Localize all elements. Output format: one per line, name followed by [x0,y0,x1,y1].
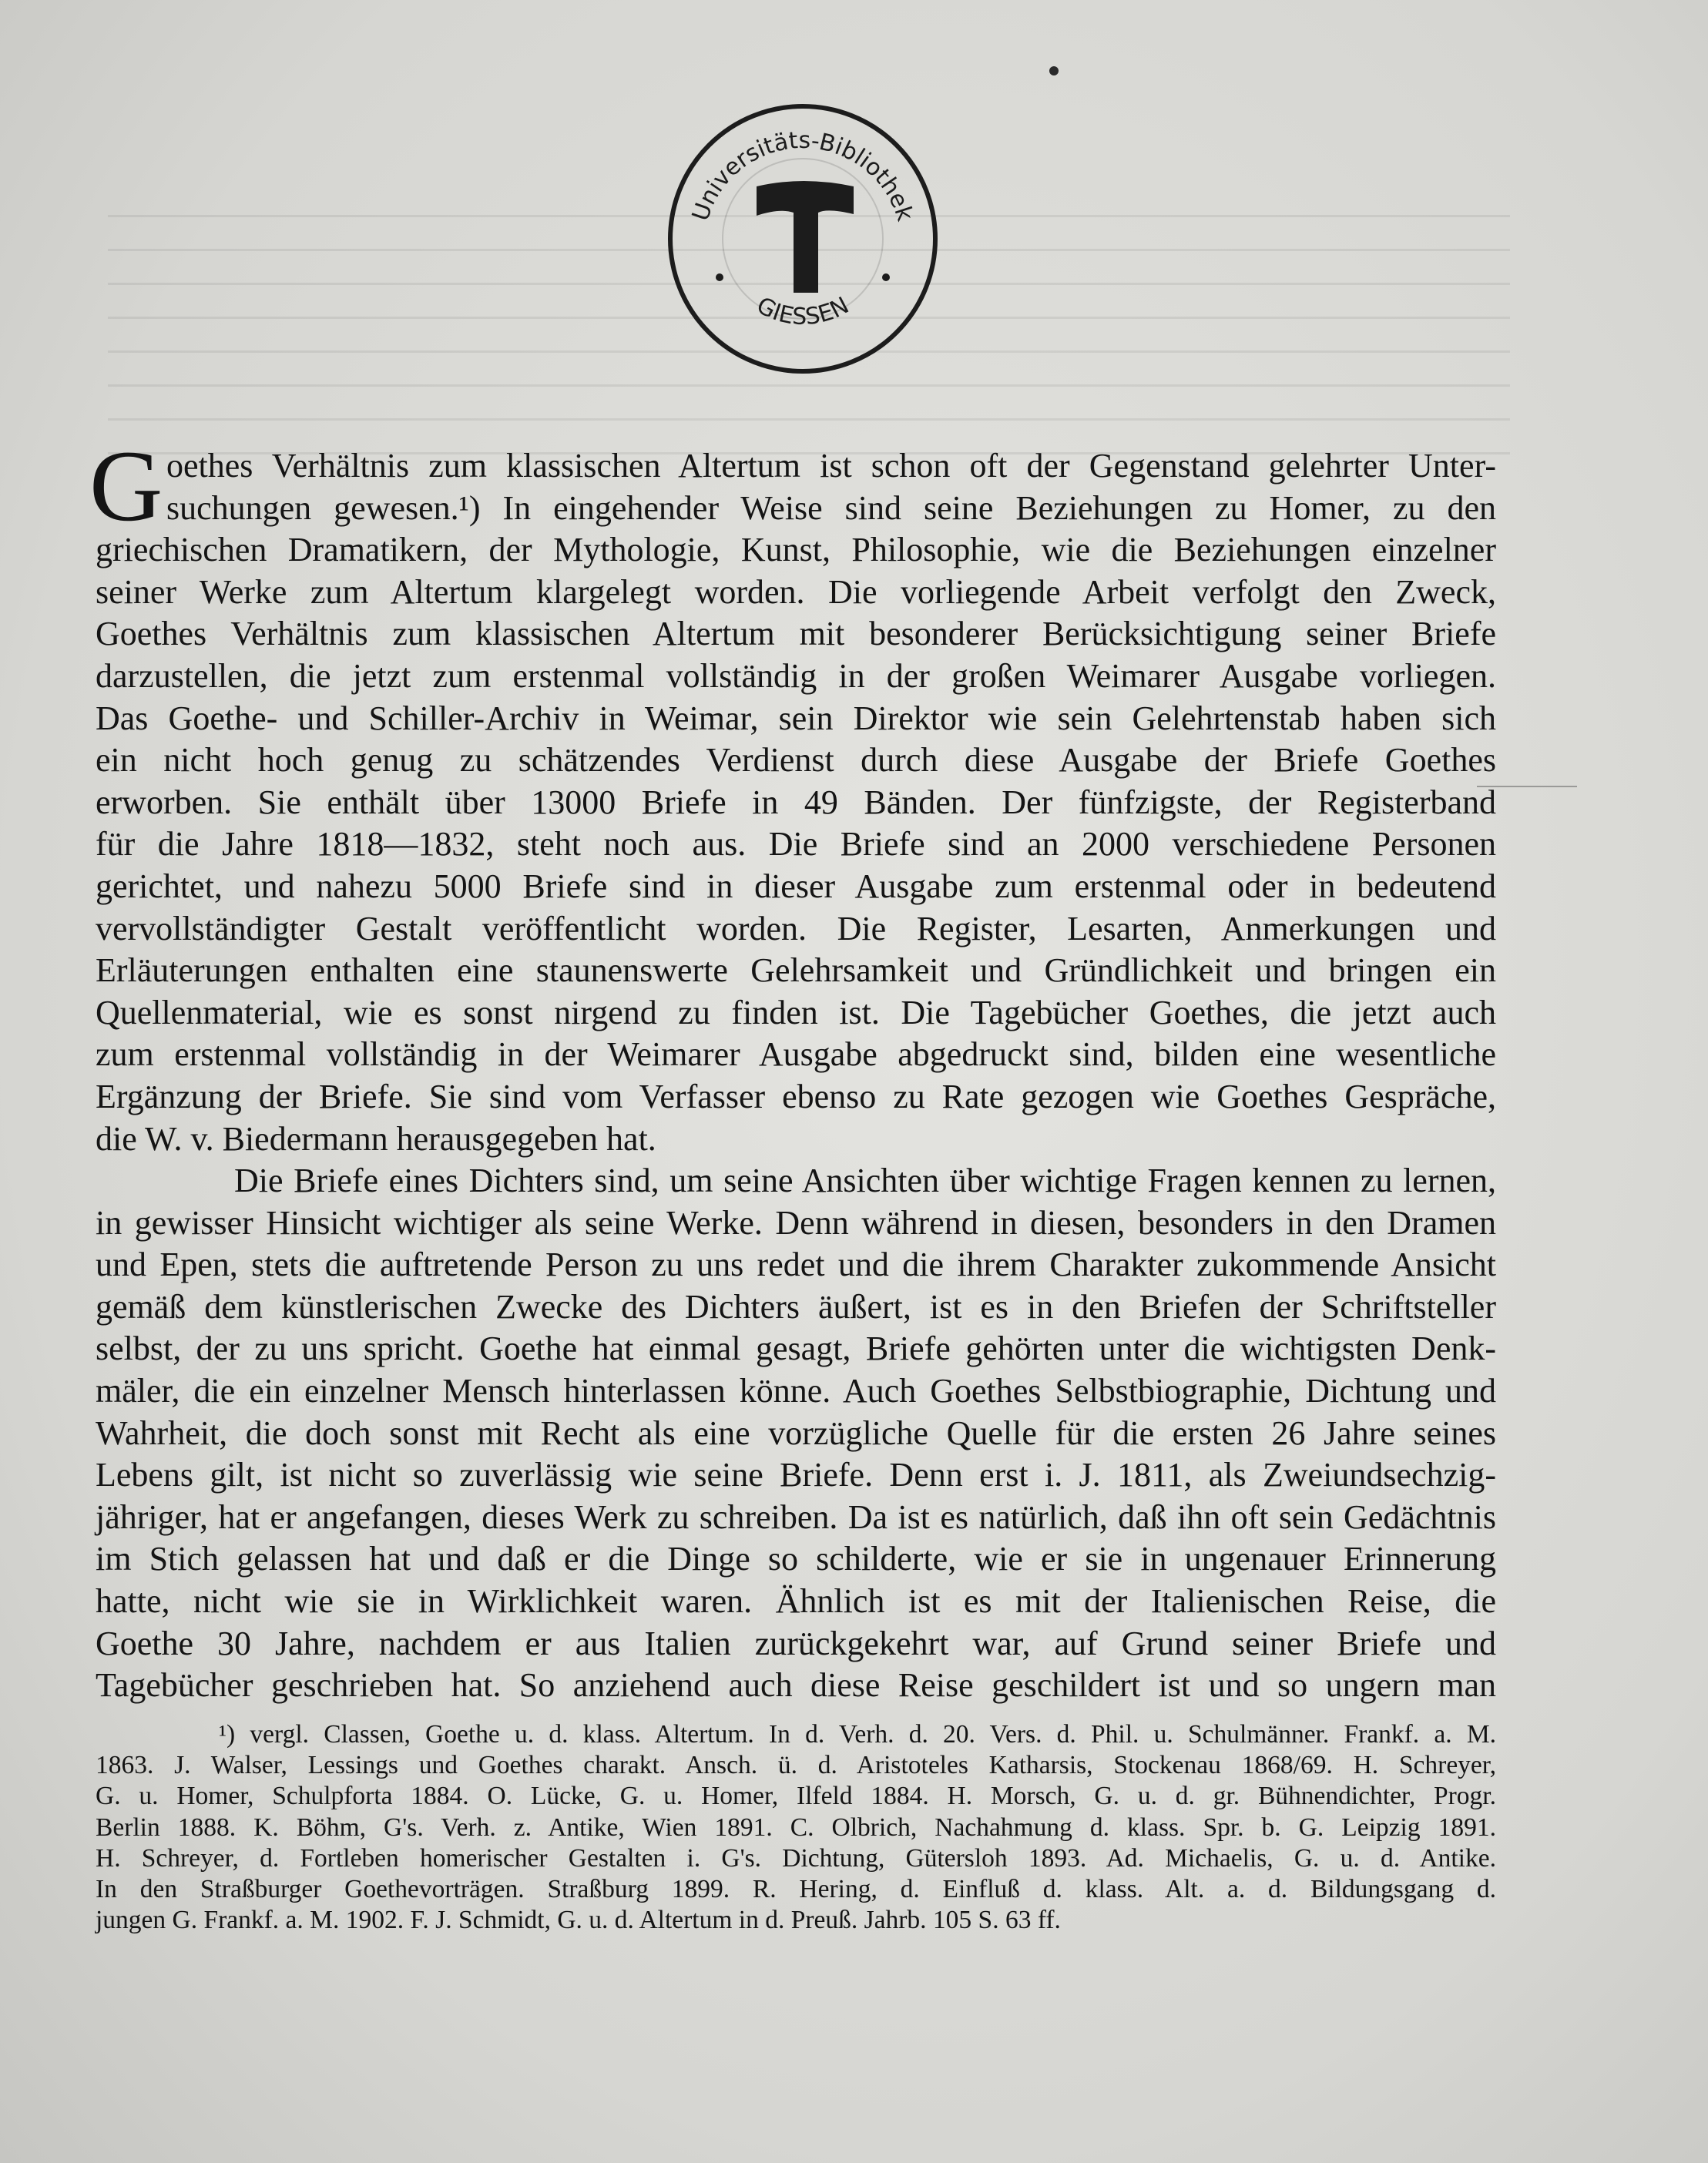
footnote [96,1719,1496,1936]
text-line: erworben. Sie enthält über 13000 Briefe in 49 Bänden. Der fünfzigste, der Registerband [96,783,1496,821]
text-line: Die Briefe eines Dichters sind, um seine Ansichten über wichtige Fragen kennen zu lernen, [234,1162,1496,1200]
stamp-top-text: Universitäts-Bibliothek [686,126,919,225]
ink-dot [1049,66,1059,75]
text-line: Das Goethe- und Schiller-Archiv in Weimar, sein Direktor wie sein Gelehrtenstab haben sich [96,699,1496,737]
drop-cap: G [89,429,163,542]
text-line: Goethes Verhältnis zum klassischen Altertum mit besonderer Berücksichtigung seiner Briefe [96,615,1496,653]
text-line: seiner Werke zum Altertum klargelegt worden. Die vorliegende Arbeit verfolgt den Zweck, [96,572,1496,611]
second-paragraph [96,1160,1496,1707]
text-line: griechischen Dramatikern, der Mythologie, Kunst, Philosophie, wie die Beziehungen einzelner [96,531,1496,569]
footnote-line: jungen G. Frankf. a. M. 1902. F. J. Schmidt, G. u. d. Altertum in d. Preuß. Jahrb. 105 S. 63 ff. [96,1906,1061,1935]
text-line: gerichtet, und nahezu 5000 Briefe sind in dieser Ausgabe zum erstenmal oder in bedeutend [96,867,1496,905]
text-line: und Epen, stets die auftretende Person zu uns redet und die ihrem Charakter zukommende Ansicht [96,1246,1496,1284]
footnote-line: H. Schreyer, d. Fortleben homerischer Gestalten i. G's. Dichtung, Gütersloh 1893. Ad. Michaelis, G. u. d. Antike. [96,1843,1496,1873]
text-line: Ergänzung der Briefe. Sie sind vom Verfasser ebenso zu Rate gezogen wie Goethes Gespräche, [96,1077,1496,1115]
text-line: Goethe 30 Jahre, nachdem er aus Italien zurückgekehrt war, auf Grund seiner Briefe und [96,1624,1496,1662]
text-line: Tagebücher geschrieben hat. So anziehend auch diese Reise geschildert ist und so ungern man [96,1666,1496,1705]
text-line: jähriger, hat er angefangen, dieses Werk zu schreiben. Da ist es natürlich, daß ihn oft sein Gedächtnis [96,1497,1496,1536]
main-text [89,429,1496,1707]
text-line: Lebens gilt, ist nicht so zuverlässig wie seine Briefe. Denn erst i. J. 1811, als Zweiundsechzig- [96,1456,1496,1494]
library-stamp-graphic [664,100,941,377]
first-paragraph [89,429,1496,1160]
text-line: zum erstenmal vollständig in der Weimarer Ausgabe abgedruckt sind, bilden eine wesentliche [96,1035,1496,1074]
text-line: im Stich gelassen hat und daß er die Dinge so schilderte, wie er sie in ungenauer Erinnerung [96,1540,1496,1578]
text-line: Erläuterungen enthalten eine staunenswerte Gelehrsamkeit und Gründlichkeit und bringen ein [96,951,1496,990]
footnote-line: In den Straßburger Goethevorträgen. Straßburg 1899. R. Hering, d. Einfluß d. klass. Alt. a. d. Bildungsgang d. [96,1874,1496,1903]
stamp-bottom-text: GIESSEN [752,291,854,331]
text-line: selbst, der zu uns spricht. Goethe hat einmal gesagt, Briefe gehörten unter die wichtigsten Denk- [96,1330,1496,1368]
footnote-line: Berlin 1888. K. Böhm, G's. Verh. z. Antike, Wien 1891. C. Olbrich, Nachahmung d. klass. Spr. b. G. Leipzig 1891. [96,1813,1496,1842]
text-line: Wahrheit, die doch sonst mit Recht als eine vorzügliche Quelle für die ersten 26 Jahre seines [96,1413,1496,1452]
footnote-line: 1863. J. Walser, Lessings und Goethes charakt. Ansch. ü. d. Aristoteles Katharsis, Stockenau 1868/69. H. Schreyer, [96,1751,1496,1780]
library-stamp [664,100,941,377]
text-line: oethes Verhältnis zum klassischen Altertum ist schon oft der Gegenstand gelehrter Unter- [166,447,1496,485]
text-line: für die Jahre 1818—1832, steht noch aus. Die Briefe sind an 2000 verschiedene Personen [96,825,1496,864]
text-line: ein nicht hoch genug zu schätzendes Verdienst durch diese Ausgabe der Briefe Goethes [96,741,1496,780]
text-line: mäler, die ein einzelner Mensch hinterlassen könne. Auch Goethes Selbstbiographie, Dichtung und [96,1372,1496,1410]
text-line: vervollständigter Gestalt veröffentlicht worden. Die Register, Lesarten, Anmerkungen und [96,909,1496,947]
text-line: suchungen gewesen.¹) In eingehender Weise sind seine Beziehungen zu Homer, zu den [166,488,1496,527]
text-line: die W. v. Biedermann herausgegeben hat. [96,1119,656,1158]
footnote-line: G. u. Homer, Schulpforta 1884. O. Lücke, G. u. Homer, Ilfeld 1884. H. Morsch, G. u. d. gr. Bühnendichter, Progr. [96,1782,1496,1811]
text-line: gemäß dem künstlerischen Zwecke des Dichters äußert, ist es in den Briefen der Schriftsteller [96,1287,1496,1326]
footnote-line: ¹) vergl. Classen, Goethe u. d. klass. Altertum. In d. Verh. d. 20. Vers. d. Phil. u. Schulmänner. Frankf. a. M. [219,1720,1496,1749]
text-line: Quellenmaterial, wie es sonst nirgend zu finden ist. Die Tagebücher Goethes, die jetzt auch [96,993,1496,1031]
text-line: hatte, nicht wie sie in Wirklichkeit waren. Ähnlich ist es mit der Italienischen Reise, die [96,1582,1496,1621]
text-line: darzustellen, die jetzt zum erstenmal vollständig in der großen Weimarer Ausgabe vorliegen. [96,656,1496,695]
text-line: in gewisser Hinsicht wichtiger als seine Werke. Denn während in diesen, besonders in den Dramen [96,1203,1496,1242]
